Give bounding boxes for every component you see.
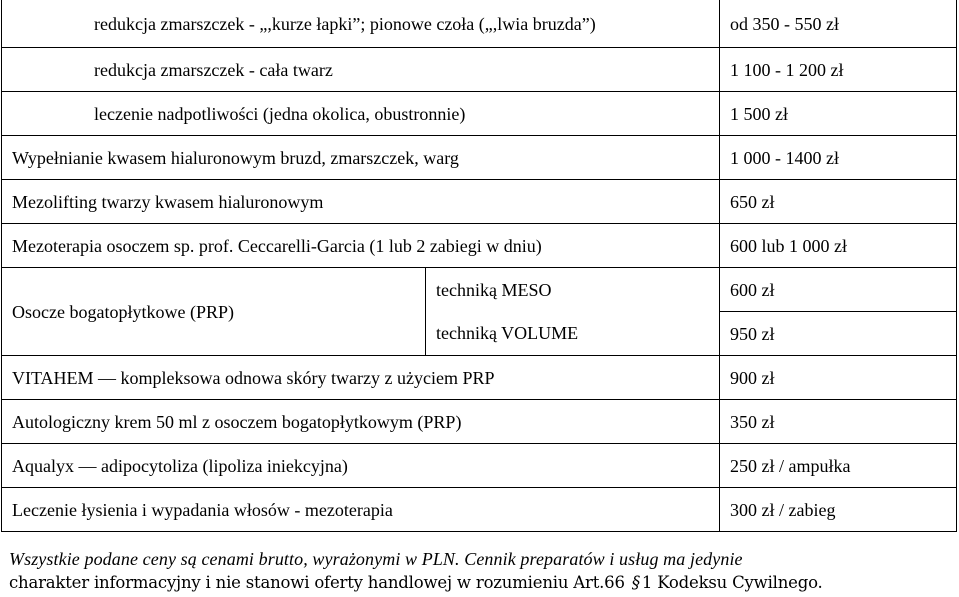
service-price: 600 lub 1 000 zł	[720, 224, 957, 268]
service-price: 1 500 zł	[720, 92, 957, 136]
variant-price: 600 zł	[720, 268, 957, 312]
variant-name: techniką MESO	[426, 268, 720, 312]
service-price: 300 zł / zabieg	[720, 488, 957, 532]
disclaimer-line-2	[9, 571, 954, 594]
service-name: Wypełnianie kwasem hialuronowym bruzd, zmarszczek, warg	[2, 136, 720, 180]
service-name: Osocze bogatopłytkowe (PRP)	[2, 268, 426, 356]
service-name: Autologiczny krem 50 ml z osoczem bogatopłytkowym (PRP)	[2, 400, 720, 444]
service-name: Leczenie łysienia i wypadania włosów - mezoterapia	[2, 488, 720, 532]
disclaimer-line-1: Wszystkie podane ceny są cenami brutto, wyrażonymi w PLN. Cennik preparatów i usług ma jedynie	[9, 549, 743, 569]
service-name: VITAHEM — kompleksowa odnowa skóry twarzy z użyciem PRP	[2, 356, 720, 400]
variant-price: 950 zł	[720, 312, 957, 356]
table-row	[2, 48, 957, 92]
table-row	[2, 488, 957, 532]
service-name: Aqualyx — adipocytoliza (lipoliza iniekcyjna)	[2, 444, 720, 488]
table-row	[2, 268, 957, 312]
service-price: 650 zł	[720, 180, 957, 224]
service-name: redukcja zmarszczek - cała twarz	[2, 48, 720, 92]
table-row	[2, 136, 957, 180]
table-row	[2, 356, 957, 400]
variant-name: techniką VOLUME	[426, 312, 720, 356]
price-disclaimer	[9, 548, 954, 594]
table-row	[2, 92, 957, 136]
service-price: od 350 - 550 zł	[720, 0, 957, 48]
table-row	[2, 224, 957, 268]
service-price: 1 100 - 1 200 zł	[720, 48, 957, 92]
table-row	[2, 400, 957, 444]
table-row	[2, 0, 957, 48]
service-price: 900 zł	[720, 356, 957, 400]
service-name: leczenie nadpotliwości (jedna okolica, obustronnie)	[2, 92, 720, 136]
disclaimer-text: charakter informacyjny i nie stanowi oferty handlowej w rozumieniu Art.66	[9, 573, 625, 592]
service-price: 1 000 - 1400 zł	[720, 136, 957, 180]
service-price: 250 zł / ampułka	[720, 444, 957, 488]
service-price: 350 zł	[720, 400, 957, 444]
service-name: Mezoterapia osoczem sp. prof. Ceccarelli-Garcia (1 lub 2 zabiegi w dniu)	[2, 224, 720, 268]
price-table	[1, 0, 957, 532]
disclaimer-text-end: 1 Kodeksu Cywilnego.	[641, 573, 823, 592]
service-name: redukcja zmarszczek - „,kurze łapki”; pionowe czoła („,lwia bruzda”)	[2, 0, 720, 48]
table-row	[2, 180, 957, 224]
section-sign: §	[631, 573, 640, 592]
service-name: Mezolifting twarzy kwasem hialuronowym	[2, 180, 720, 224]
table-row	[2, 444, 957, 488]
